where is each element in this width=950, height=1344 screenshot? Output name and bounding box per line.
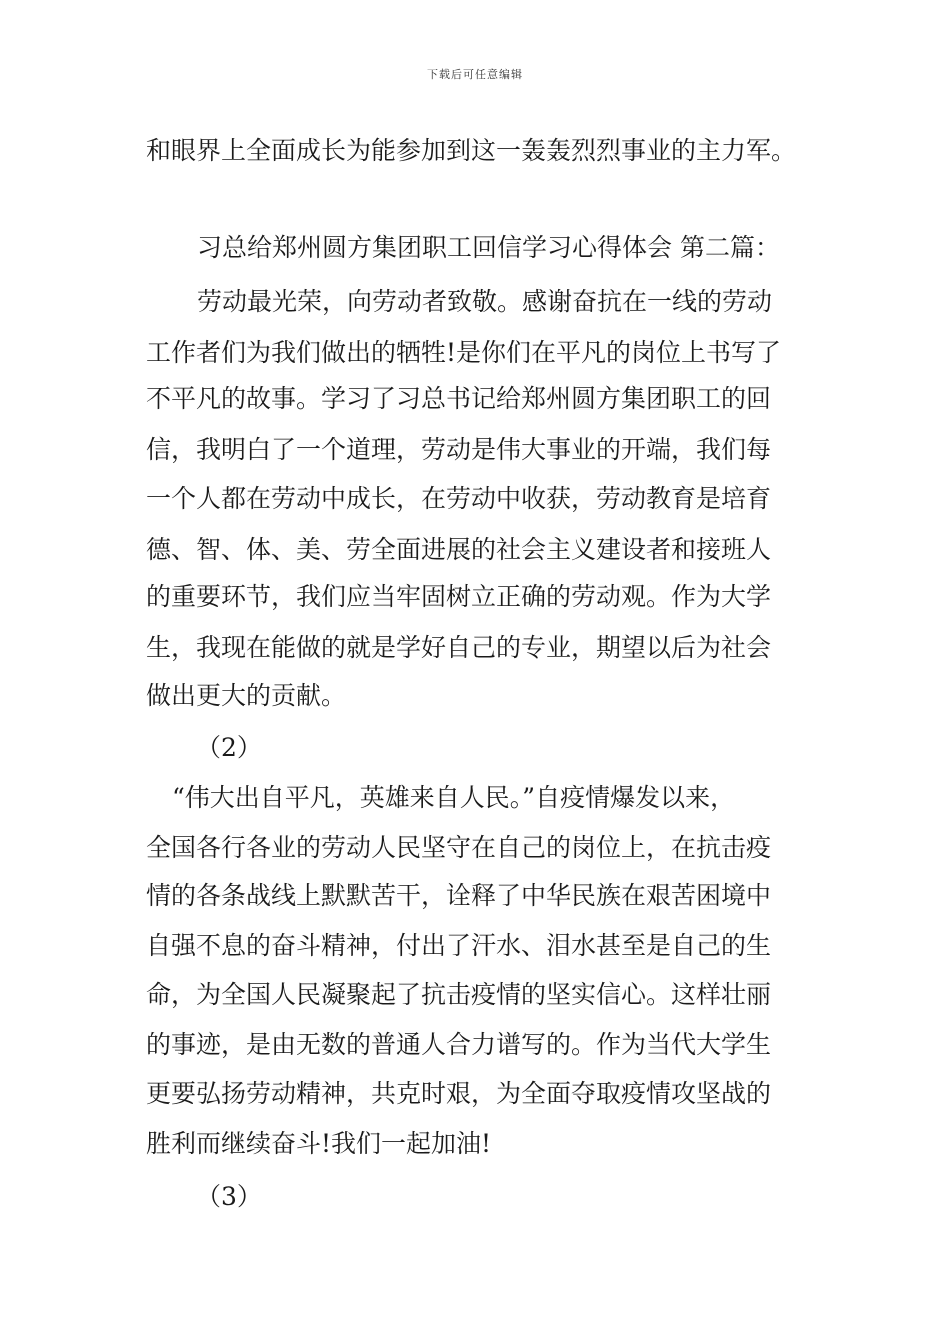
header-note: 下载后可任意编辑 xyxy=(427,68,523,81)
paragraph1-line: 劳动最光荣，向劳动者致敬。感谢奋抗在一线的劳动 xyxy=(197,287,773,316)
section-title: 习总给郑州圆方集团职工回信学习心得体会 第二篇： xyxy=(197,233,780,262)
paragraph2-line: 情的各条战线上默默苦干，诠释了中华民族在艰苦困境中 xyxy=(146,881,772,910)
paragraph1-line: 生，我现在能做的就是学好自己的专业，期望以后为社会 xyxy=(146,633,772,662)
paragraph2-line: 胜利而继续奋斗!我们一起加油! xyxy=(146,1129,492,1158)
paragraph1-line: 不平凡的故事。学习了习总书记给郑州圆方集团职工的回 xyxy=(146,384,772,413)
paragraph2-line: 命，为全国人民凝聚起了抗击疫情的坚实信心。这样壮丽 xyxy=(146,980,772,1009)
continuation-line: 和眼界上全面成长为能参加到这一轰轰烈烈事业的主力军。 xyxy=(146,136,797,165)
paragraph1-line: 德、智、体、美、劳全面进展的社会主义建设者和接班人 xyxy=(146,535,772,564)
paragraph1-line: 做出更大的贡献。 xyxy=(146,681,347,710)
paragraph2-line: 的事迹，是由无数的普通人合力谱写的。作为当代大学生 xyxy=(146,1030,772,1059)
paragraph1-line: 一个人都在劳动中成长，在劳动中收获，劳动教育是培育 xyxy=(146,484,772,513)
paragraph1-line: 信，我明白了一个道理，劳动是伟大事业的开端，我们每 xyxy=(146,435,772,464)
paragraph2-line: 自强不息的奋斗精神，付出了汗水、泪水甚至是自己的生 xyxy=(146,931,772,960)
section-marker-2: （2） xyxy=(196,733,262,762)
paragraph2-line: “伟大出自平凡，英雄来自人民。”自疫情爆发以来， xyxy=(172,783,736,812)
paragraph2-line: 全国各行各业的劳动人民坚守在自己的岗位上，在抗击疫 xyxy=(146,833,772,862)
paragraph1-line: 工作者们为我们做出的牺牲!是你们在平凡的岗位上书写了 xyxy=(146,338,782,367)
section-marker-3: （3） xyxy=(196,1182,262,1211)
paragraph2-line: 更要弘扬劳动精神，共克时艰，为全面夺取疫情攻坚战的 xyxy=(146,1079,772,1108)
paragraph1-line: 的重要环节，我们应当牢固树立正确的劳动观。作为大学 xyxy=(146,582,772,611)
